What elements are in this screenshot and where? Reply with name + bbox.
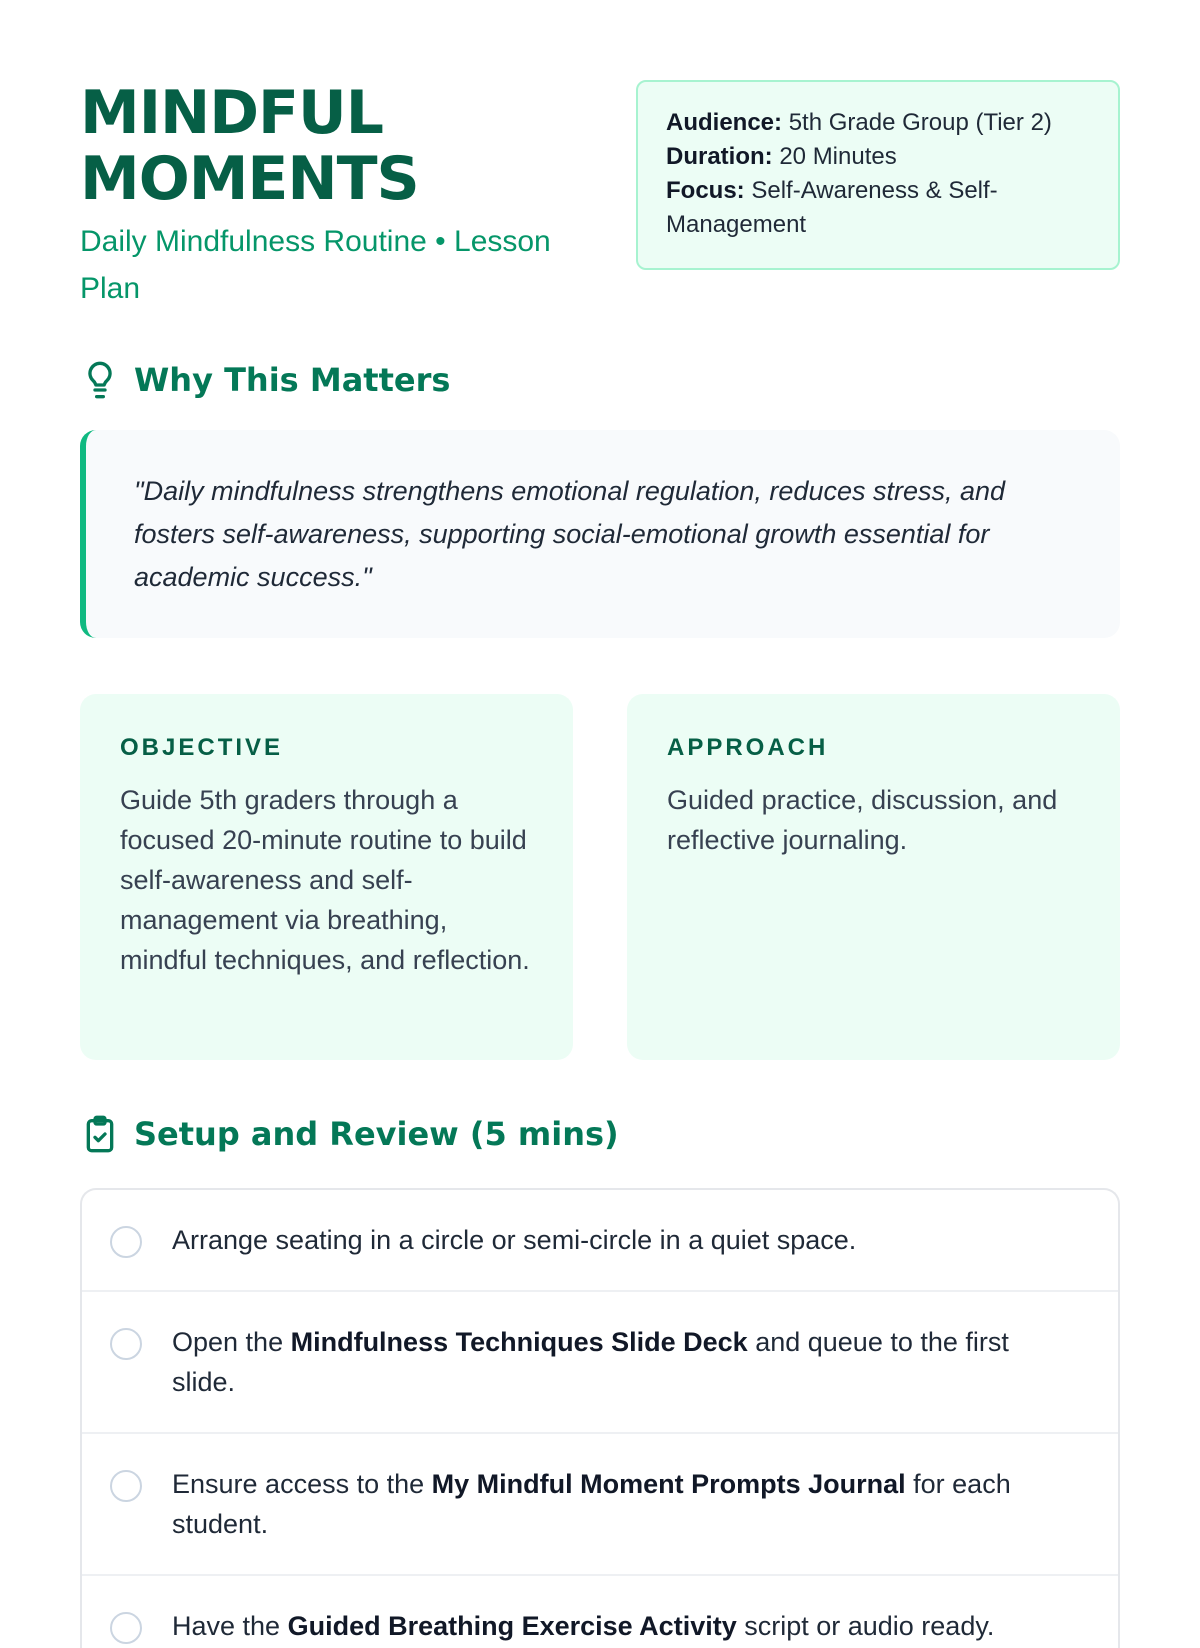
checklist-item[interactable]	[82, 1292, 1118, 1434]
item-text-post: for each student.	[172, 1469, 1011, 1539]
duration-row	[666, 140, 1090, 174]
item-text-pre: Open the	[172, 1327, 291, 1357]
lesson-meta-card	[636, 80, 1120, 270]
item-text-bold: My Mindful Moment Prompts Journal	[431, 1469, 906, 1499]
why-quote: "Daily mindfulness strengthens emotional regulation, reduces stress, and fosters self-awareness, supporting social-emotional growth essential for academic success."	[80, 430, 1120, 638]
setup-checklist	[80, 1188, 1120, 1648]
setup-heading: Setup and Review (5 mins)	[134, 1115, 619, 1153]
header	[80, 80, 1120, 320]
lightbulb-icon	[80, 360, 120, 400]
duration-label: Duration:	[666, 143, 773, 170]
focus-label: Focus:	[666, 177, 745, 204]
item-text-pre: Ensure access to the	[172, 1469, 432, 1499]
item-text-post: script or audio ready.	[736, 1611, 995, 1641]
item-text-post: and queue to the first slide.	[172, 1327, 1009, 1397]
checkbox-circle[interactable]	[110, 1612, 142, 1644]
clipboard-check-icon	[80, 1114, 120, 1154]
objective-heading: OBJECTIVE	[120, 734, 284, 761]
checklist-item[interactable]	[82, 1576, 1118, 1648]
title-block	[80, 80, 600, 312]
objective-text: Guide 5th graders through a focused 20-minute routine to build self-awareness and self-management via breathing, mindful techniques, and reflection.	[120, 785, 530, 975]
title-line-2: MOMENTS	[80, 144, 419, 214]
checklist-item[interactable]	[82, 1190, 1118, 1292]
why-section-heading	[80, 360, 450, 400]
focus-row	[666, 174, 1090, 242]
setup-section-heading	[80, 1114, 619, 1154]
checkbox-circle[interactable]	[110, 1328, 142, 1360]
item-text-bold: Mindfulness Techniques Slide Deck	[290, 1327, 748, 1357]
checklist-item-text	[172, 1220, 856, 1260]
checkbox-circle[interactable]	[110, 1470, 142, 1502]
checklist-item-text	[172, 1322, 1078, 1402]
approach-text: Guided practice, discussion, and reflective journaling.	[667, 785, 1058, 855]
audience-row	[666, 106, 1090, 140]
objective-approach-cards	[80, 694, 1120, 1060]
audience-value: 5th Grade Group (Tier 2)	[788, 109, 1052, 136]
objective-card	[80, 694, 573, 1060]
item-text-pre: Have the	[172, 1611, 288, 1641]
approach-heading: APPROACH	[667, 734, 829, 761]
checklist-item-text	[172, 1464, 1078, 1544]
checklist-item[interactable]	[82, 1434, 1118, 1576]
duration-value: 20 Minutes	[779, 143, 897, 170]
approach-card	[627, 694, 1120, 1060]
checklist-item-text	[172, 1606, 994, 1646]
focus-value: Self-Awareness & Self-Management	[666, 177, 998, 238]
page-title	[80, 80, 600, 212]
item-text: Arrange seating in a circle or semi-circle in a quiet space.	[172, 1225, 857, 1255]
item-text-bold: Guided Breathing Exercise Activity	[287, 1611, 737, 1641]
title-line-1: MINDFUL	[80, 78, 383, 148]
checkbox-circle[interactable]	[110, 1226, 142, 1258]
audience-label: Audience:	[666, 109, 783, 136]
page-subtitle: Daily Mindfulness Routine • Lesson Plan	[80, 225, 551, 305]
why-heading: Why This Matters	[134, 361, 451, 399]
